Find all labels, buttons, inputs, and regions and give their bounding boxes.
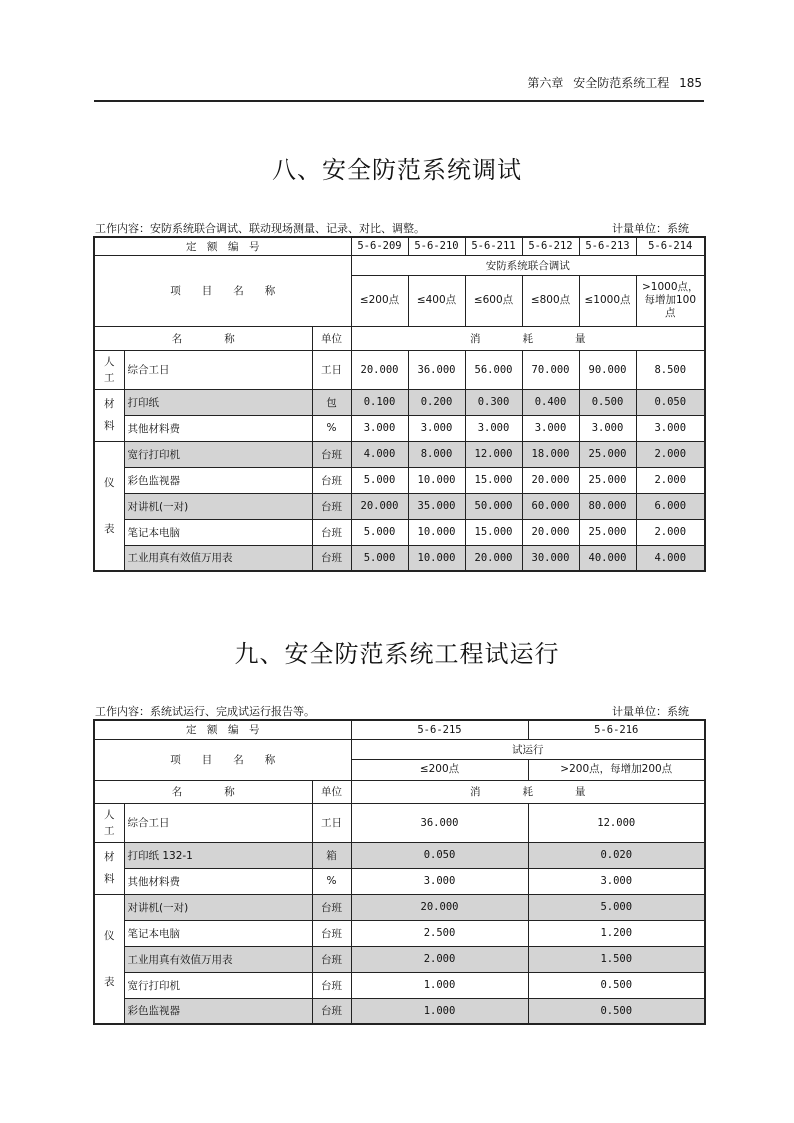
quota-table-2 <box>93 719 706 1025</box>
category-char: 表 <box>104 975 115 988</box>
consumption-value: 12.000 <box>465 441 522 467</box>
quota-code-row <box>94 720 705 739</box>
resource-unit: 工日 <box>312 803 351 842</box>
resource-name: 打印纸 <box>124 389 312 415</box>
consumption-value: 2.000 <box>351 946 528 972</box>
table-row <box>94 868 705 894</box>
consumption-value: 0.500 <box>528 972 705 998</box>
category-char: 材 <box>104 851 115 863</box>
resource-name: 对讲机(一对) <box>124 894 312 920</box>
consumption-value: 36.000 <box>408 350 465 389</box>
consumption-value: 15.000 <box>465 519 522 545</box>
consumption-value: 0.050 <box>351 842 528 868</box>
category-char: 工 <box>104 824 115 837</box>
consumption-value: 12.000 <box>528 803 705 842</box>
column-header-row <box>94 326 705 350</box>
table-row <box>94 415 705 441</box>
consumption-value: 6.000 <box>636 493 705 519</box>
consumption-value: 10.000 <box>408 519 465 545</box>
subhead-label: ≤200点 <box>351 275 408 326</box>
resource-unit: 台班 <box>312 467 351 493</box>
category-cell <box>94 894 124 1024</box>
consumption-value: 20.000 <box>351 350 408 389</box>
resource-unit: % <box>312 868 351 894</box>
category-cell <box>94 441 124 571</box>
consumption-value: 3.000 <box>351 868 528 894</box>
consumption-value: 2.000 <box>636 519 705 545</box>
consumption-value: 0.300 <box>465 389 522 415</box>
table-row <box>94 946 705 972</box>
consumption-header: 消 耗 量 <box>351 780 705 803</box>
consumption-value: 3.000 <box>636 415 705 441</box>
resource-name: 打印纸 132-1 <box>124 842 312 868</box>
quota-label: 定 额 编 号 <box>94 237 351 255</box>
consumption-value: 1.500 <box>528 946 705 972</box>
subhead-label: ≤600点 <box>465 275 522 326</box>
consumption-value: 5.000 <box>351 519 408 545</box>
resource-name: 综合工日 <box>124 350 312 389</box>
category-cell <box>94 350 124 389</box>
running-header-text <box>527 74 702 91</box>
table-row <box>94 545 705 571</box>
category-char: 仪 <box>104 929 115 942</box>
consumption-value: 0.100 <box>351 389 408 415</box>
resource-unit: 台班 <box>312 519 351 545</box>
consumption-value: 50.000 <box>465 493 522 519</box>
group-label: 试运行 <box>351 739 705 759</box>
chapter-title: 安全防范系统工程 <box>573 76 670 90</box>
consumption-value: 3.000 <box>522 415 579 441</box>
name-header: 名 称 <box>94 780 312 803</box>
subhead-label: >1000点，每增加100点 <box>636 275 705 326</box>
quota-code: 5-6-210 <box>408 237 465 255</box>
category-char: 仪 <box>104 476 115 489</box>
section-title-1: 八、安全防范系统调试 <box>272 156 522 184</box>
resource-unit: 台班 <box>312 972 351 998</box>
category-char: 人 <box>104 355 115 368</box>
name-header: 名 称 <box>94 326 312 350</box>
consumption-value: 8.000 <box>408 441 465 467</box>
measure-unit-2: 计量单位：系统 <box>612 705 689 718</box>
quota-code: 5-6-214 <box>636 237 705 255</box>
consumption-value: 15.000 <box>465 467 522 493</box>
consumption-value: 10.000 <box>408 467 465 493</box>
resource-name: 彩色监视器 <box>124 467 312 493</box>
work-content-1: 工作内容：安防系统联合调试、联动现场测量、记录、对比、调整。 <box>95 222 425 235</box>
quota-code: 5-6-216 <box>528 720 705 739</box>
resource-name: 其他材料费 <box>124 415 312 441</box>
resource-unit: 工日 <box>312 350 351 389</box>
resource-name: 宽行打印机 <box>124 972 312 998</box>
consumption-value: 70.000 <box>522 350 579 389</box>
quota-table-1 <box>93 236 706 572</box>
category-char: 表 <box>104 522 115 535</box>
resource-unit: 台班 <box>312 493 351 519</box>
table-row <box>94 519 705 545</box>
consumption-value: 0.020 <box>528 842 705 868</box>
consumption-value: 25.000 <box>579 467 636 493</box>
item-group-row <box>94 739 705 759</box>
resource-unit: 台班 <box>312 998 351 1024</box>
resource-name: 彩色监视器 <box>124 998 312 1024</box>
resource-unit: % <box>312 415 351 441</box>
resource-name: 工业用真有效值万用表 <box>124 946 312 972</box>
resource-unit: 箱 <box>312 842 351 868</box>
resource-name: 笔记本电脑 <box>124 519 312 545</box>
consumption-value: 10.000 <box>408 545 465 571</box>
table-row <box>94 493 705 519</box>
consumption-value: 1.000 <box>351 972 528 998</box>
item-name-label: 项 目 名 称 <box>94 739 351 780</box>
consumption-value: 56.000 <box>465 350 522 389</box>
consumption-value: 36.000 <box>351 803 528 842</box>
consumption-value: 60.000 <box>522 493 579 519</box>
table-row <box>94 441 705 467</box>
table-row <box>94 998 705 1024</box>
quota-code: 5-6-212 <box>522 237 579 255</box>
quota-code-row <box>94 237 705 255</box>
resource-unit: 台班 <box>312 441 351 467</box>
table-row <box>94 467 705 493</box>
table-row <box>94 920 705 946</box>
running-header <box>94 72 704 102</box>
group-label: 安防系统联合调试 <box>351 255 705 275</box>
category-char: 料 <box>104 873 115 885</box>
consumption-value: 20.000 <box>522 519 579 545</box>
table-row <box>94 389 705 415</box>
table-row <box>94 972 705 998</box>
subhead-label: ≤800点 <box>522 275 579 326</box>
consumption-value: 3.000 <box>579 415 636 441</box>
item-group-row <box>94 255 705 275</box>
subhead-label: ≤400点 <box>408 275 465 326</box>
consumption-value: 0.200 <box>408 389 465 415</box>
subhead-label: ≤1000点 <box>579 275 636 326</box>
quota-code: 5-6-211 <box>465 237 522 255</box>
chapter-label: 第六章 <box>527 76 564 90</box>
quota-code: 5-6-213 <box>579 237 636 255</box>
consumption-value: 2.000 <box>636 467 705 493</box>
resource-name: 对讲机(一对) <box>124 493 312 519</box>
consumption-value: 3.000 <box>528 868 705 894</box>
consumption-value: 35.000 <box>408 493 465 519</box>
consumption-value: 80.000 <box>579 493 636 519</box>
category-char: 工 <box>104 371 115 384</box>
quota-label: 定 额 编 号 <box>94 720 351 739</box>
resource-name: 其他材料费 <box>124 868 312 894</box>
consumption-value: 30.000 <box>522 545 579 571</box>
resource-unit: 台班 <box>312 894 351 920</box>
section-title-2: 九、安全防范系统工程试运行 <box>234 640 560 668</box>
table-row <box>94 803 705 842</box>
category-cell <box>94 803 124 842</box>
consumption-value: 0.050 <box>636 389 705 415</box>
consumption-value: 25.000 <box>579 519 636 545</box>
resource-unit: 包 <box>312 389 351 415</box>
category-char: 材 <box>104 398 115 410</box>
resource-unit: 台班 <box>312 946 351 972</box>
consumption-value: 18.000 <box>522 441 579 467</box>
quota-code: 5-6-215 <box>351 720 528 739</box>
consumption-value: 8.500 <box>636 350 705 389</box>
consumption-value: 90.000 <box>579 350 636 389</box>
page-number: 185 <box>679 76 702 90</box>
consumption-value: 40.000 <box>579 545 636 571</box>
consumption-value: 5.000 <box>351 545 408 571</box>
consumption-value: 20.000 <box>351 894 528 920</box>
resource-name: 工业用真有效值万用表 <box>124 545 312 571</box>
resource-name: 宽行打印机 <box>124 441 312 467</box>
consumption-value: 2.000 <box>636 441 705 467</box>
category-char: 人 <box>104 808 115 821</box>
consumption-value: 0.500 <box>579 389 636 415</box>
consumption-value: 3.000 <box>351 415 408 441</box>
resource-name: 综合工日 <box>124 803 312 842</box>
unit-header: 单位 <box>312 326 351 350</box>
resource-unit: 台班 <box>312 920 351 946</box>
item-name-label: 项 目 名 称 <box>94 255 351 326</box>
consumption-value: 3.000 <box>408 415 465 441</box>
quota-code: 5-6-209 <box>351 237 408 255</box>
category-cell <box>94 389 124 441</box>
consumption-value: 1.000 <box>351 998 528 1024</box>
consumption-header: 消 耗 量 <box>351 326 705 350</box>
consumption-value: 20.000 <box>522 467 579 493</box>
consumption-value: 2.500 <box>351 920 528 946</box>
resource-name: 笔记本电脑 <box>124 920 312 946</box>
category-cell <box>94 842 124 894</box>
table-row <box>94 894 705 920</box>
subhead-label: >200点，每增加200点 <box>528 759 705 780</box>
consumption-value: 4.000 <box>351 441 408 467</box>
consumption-value: 20.000 <box>351 493 408 519</box>
consumption-value: 1.200 <box>528 920 705 946</box>
category-char: 料 <box>104 420 115 432</box>
consumption-value: 5.000 <box>351 467 408 493</box>
table-row <box>94 350 705 389</box>
column-header-row <box>94 780 705 803</box>
consumption-value: 0.500 <box>528 998 705 1024</box>
consumption-value: 25.000 <box>579 441 636 467</box>
measure-unit-1: 计量单位：系统 <box>612 222 689 235</box>
table-row <box>94 842 705 868</box>
consumption-value: 4.000 <box>636 545 705 571</box>
consumption-value: 0.400 <box>522 389 579 415</box>
unit-header: 单位 <box>312 780 351 803</box>
subhead-label: ≤200点 <box>351 759 528 780</box>
consumption-value: 20.000 <box>465 545 522 571</box>
consumption-value: 3.000 <box>465 415 522 441</box>
resource-unit: 台班 <box>312 545 351 571</box>
work-content-2: 工作内容：系统试运行、完成试运行报告等。 <box>95 705 315 718</box>
consumption-value: 5.000 <box>528 894 705 920</box>
